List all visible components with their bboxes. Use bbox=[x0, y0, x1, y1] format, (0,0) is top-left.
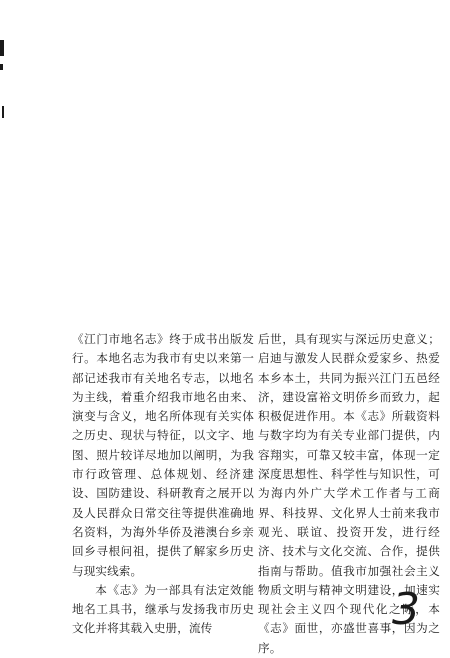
scan-edge-mark bbox=[0, 64, 3, 70]
paragraph: 《江门市地名志》终于成书出版发行。本地名志为我市有史以来第一部记述我市有关地名专志，以地名为主线，着重介绍我市地名由来、演变与含义，地名所体现有关实体之历史、现状与特征，以文字、地图、照片较详尽地加以阐明，为我市行政管理、总体规划、经济建设、国防建设、科研教育之展开以及人民群众日常交往等提供准确地名资料，为海外华侨及港澳台乡亲回乡寻根问祖，提供了解家乡历史与现实线索。 bbox=[72, 332, 254, 578]
left-text-column bbox=[72, 330, 254, 639]
page-number: 3 bbox=[392, 584, 420, 635]
scan-edge-mark bbox=[0, 40, 4, 56]
scan-edge-mark bbox=[2, 106, 4, 118]
paragraph: 本《志》为一部具有法定效能地名工具书，继承与发扬我市历史文化并将其载入史册，流传 bbox=[72, 582, 254, 636]
paragraph: 后世，具有现实与深远历史意义；启迪与激发人民群众爱家乡、热爱本乡本土，共同为振兴江门五邑经济，建设富裕文明侨乡而致力，起积极促进作用。本《志》所载资料与数字均为有关专业部门提供，内容翔实，可靠又较丰富，体现一定深度思想性、科学性与知识性，可为海内外广大学术工作者与工商界、科技界、文化界人士前来我市观光、联谊、投资开发，进行经济、技术与文化交流、合作，提供指南与帮助。值我市加强社会主义物质文明与精神文明建设，加速实现社会主义四个现代化之际，本《志》面世，亦盛世喜事，因为之序。 bbox=[258, 332, 440, 655]
